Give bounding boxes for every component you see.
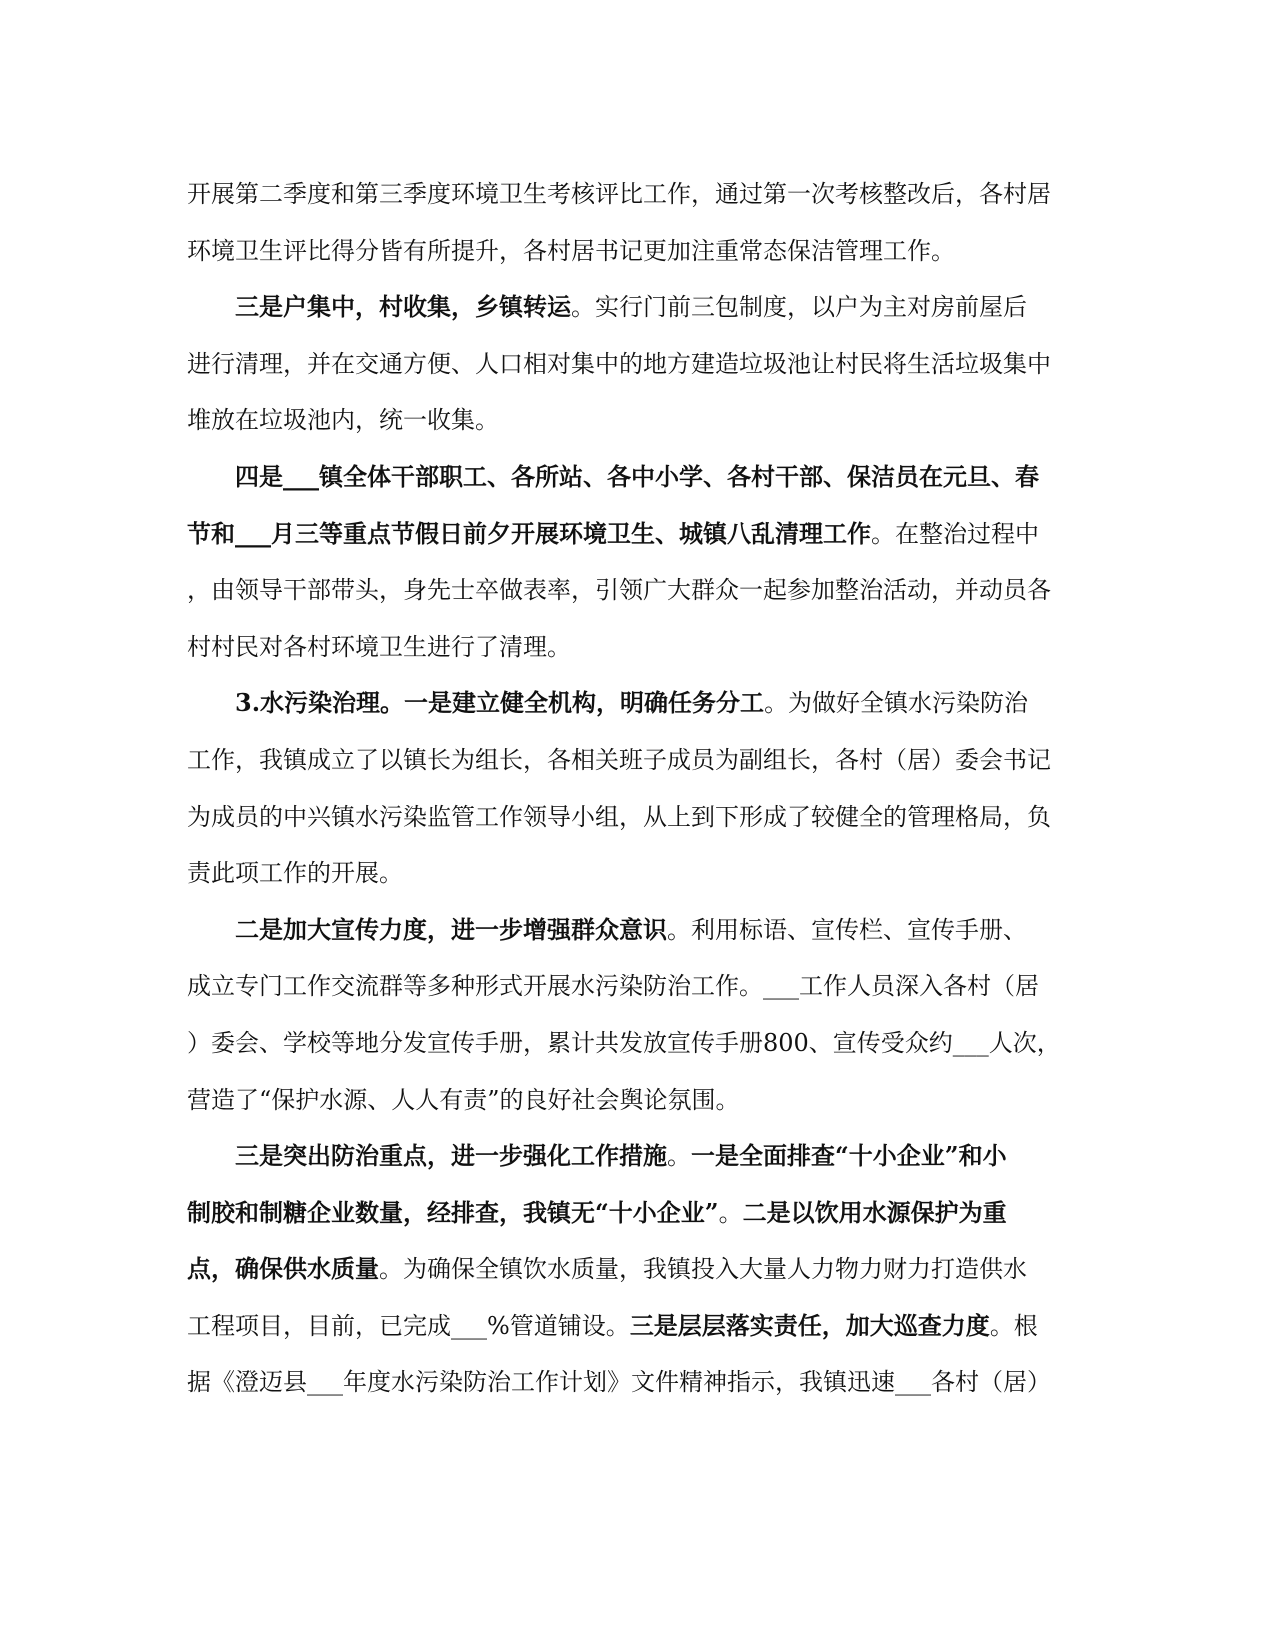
text-segment: 。为做好全镇水污染防治 [764, 689, 1029, 718]
bold-text-segment: 3.水污染治理。一是建立健全机构，明确任务分工 [235, 688, 765, 718]
bold-text-segment: 二是以饮用水源保护为重 [742, 1197, 1007, 1227]
text-segment: 据《澄迈县___年度水污染防治工作计划》文件精神指示，我镇迅速___各村（居） [187, 1368, 1051, 1397]
bold-text-segment: 制胶和制糖企业数量，经排查，我镇无“十小企业” [187, 1197, 719, 1227]
text-line [187, 1354, 1087, 1411]
text-segment: 成立专门工作交流群等多种形式开展水污染防治工作。___工作人员深入各村（居 [187, 972, 1039, 1001]
text-line [187, 1241, 1087, 1298]
bold-text-segment: 节和___月三等重点节假日前夕开展环境卫生、城镇八乱清理工作 [187, 518, 871, 548]
text-line [187, 845, 1087, 902]
text-segment: 为成员的中兴镇水污染监管工作领导小组，从上到下形成了较健全的管理格局，负 [187, 802, 1051, 831]
text-segment: 堆放在垃圾池内，统一收集。 [187, 406, 499, 435]
text-line [187, 562, 1087, 619]
text-segment: 开展第二季度和第三季度环境卫生考核评比工作，通过第一次考核整改后，各村居 [187, 180, 1051, 208]
text-segment: 工程项目，目前，已完成___%管道铺设。 [187, 1311, 630, 1340]
text-segment: 。 [667, 1142, 691, 1171]
text-line [187, 449, 1087, 506]
text-line [187, 902, 1087, 959]
bold-text-segment: 点，确保供水质量 [187, 1254, 379, 1284]
text-segment: 村村民对各村环境卫生进行了清理。 [187, 632, 571, 661]
text-line [187, 619, 1087, 676]
text-segment: 责此项工作的开展。 [187, 859, 403, 888]
bold-text-segment: 四是___镇全体干部职工、各所站、各中小学、各村干部、保洁员在元旦、春 [235, 461, 1039, 491]
text-line [187, 166, 1087, 223]
text-segment: 。根 [989, 1311, 1038, 1340]
bold-text-segment: 三是层层落实责任，加大巡查力度 [629, 1310, 990, 1340]
text-segment: 工作，我镇成立了以镇长为组长，各相关班子成员为副组长，各村（居）委会书记 [187, 745, 1051, 774]
text-segment: 。为确保全镇饮水质量，我镇投入大量人力物力财力打造供水 [379, 1255, 1027, 1284]
text-line [187, 732, 1087, 789]
bold-text-segment: 一是全面排查“十小企业”和小 [691, 1141, 1007, 1171]
bold-text-segment: 三是户集中，村收集，乡镇转运 [235, 292, 571, 322]
text-line [187, 336, 1087, 393]
text-segment: ）委会、学校等地分发宣传手册，累计共发放宣传手册800、宣传受众约___人次， [187, 1028, 1061, 1057]
text-line [187, 279, 1087, 336]
text-segment: 进行清理，并在交通方便、人口相对集中的地方建造垃圾池让村民将生活垃圾集中 [187, 349, 1051, 378]
text-segment: 。实行门前三包制度，以户为主对房前屋后 [571, 293, 1027, 322]
text-line [187, 789, 1087, 846]
text-segment: 环境卫生评比得分皆有所提升，各村居书记更加注重常态保洁管理工作。 [187, 236, 955, 265]
text-line [187, 1298, 1087, 1355]
text-line [187, 958, 1087, 1015]
bold-text-segment: 三是突出防治重点，进一步强化工作措施 [235, 1141, 667, 1171]
text-line [187, 223, 1087, 280]
text-line [187, 1072, 1087, 1129]
document-body [187, 166, 1087, 1411]
text-line [187, 1128, 1087, 1185]
text-line [187, 1185, 1087, 1242]
text-segment: ，由领导干部带头，身先士卒做表率，引领广大群众一起参加整治活动，并动员各 [187, 576, 1051, 605]
text-segment: 。利用标语、宣传栏、宣传手册、 [667, 915, 1027, 944]
text-line [187, 506, 1087, 563]
bold-text-segment: 二是加大宣传力度，进一步增强群众意识 [235, 914, 667, 944]
text-line [187, 392, 1087, 449]
text-segment: 。在整治过程中 [871, 519, 1039, 548]
text-line [187, 675, 1087, 732]
text-segment: 。 [718, 1198, 743, 1227]
text-line [187, 1015, 1087, 1072]
text-segment: 营造了“保护水源、人人有责”的良好社会舆论氛围。 [187, 1085, 740, 1114]
